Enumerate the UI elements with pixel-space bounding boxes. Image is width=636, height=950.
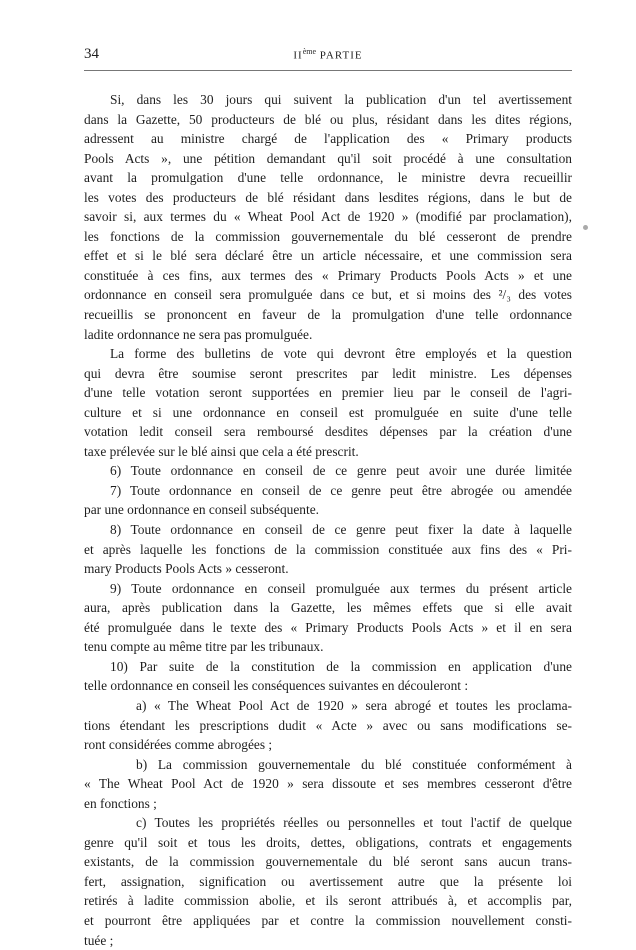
page-header: [84, 46, 572, 66]
running-title: [84, 47, 572, 62]
text-line: les fonctions de la commission gouvernementale du blé cesseront de prendre: [84, 228, 572, 244]
text-line: a) « The Wheat Pool Act de 1920 » sera abrogé et toutes les proclama-: [136, 697, 572, 713]
text-line: Si, dans les 30 jours qui suivent la publication d'un tel avertissement: [110, 92, 572, 107]
text-line: effet et si le blé sera déclaré être un article nécessaire, et une commission sera: [84, 248, 572, 264]
text-line: telle ordonnance en conseil les conséquences suivantes en découleront :: [84, 678, 469, 694]
text-line: savoir si, aux termes du « Wheat Pool Act de 1920 » (modifié par proclamation),: [84, 209, 572, 225]
text-line: fert, assignation, signification ou avertissement autre que la présente loi: [84, 873, 572, 889]
text-line: c) Toutes les propriétés réelles ou personnelles et tout l'actif de quelque: [136, 815, 572, 831]
text-line: 8) Toute ordonnance en conseil de ce genre peut fixer la date à laquelle: [110, 522, 572, 538]
text-line: votation ledit conseil sera remboursé desdites dépenses par la création d'une: [84, 424, 572, 440]
text-line: « The Wheat Pool Act de 1920 » sera dissoute et ses membres cesseront d'être: [84, 776, 572, 792]
text-line: 7) Toute ordonnance en conseil de ce genre peut être abrogée ou amendée: [110, 482, 572, 498]
body-text: [84, 90, 572, 950]
text-line: culture et si une ordonnance en conseil est promulguée en suite d'une telle: [84, 404, 572, 420]
text-line: tions étendant les prescriptions dudit « Acte » avec ou sans modifications se-: [84, 717, 572, 733]
text-line: et pourront être appliquées par et contre la commission nouvellement consti-: [84, 912, 572, 928]
text-line: recueillis se prononcent en faveur de la promulgation d'une telle ordonnance: [84, 307, 572, 323]
text-line: en fonctions ;: [84, 795, 157, 811]
header-rule: [84, 70, 572, 71]
text-line: Pools Acts », une pétition demandant qu'il soit procédé à une consultation: [84, 150, 572, 166]
text-line: adressent au ministre chargé de l'application des « Primary products: [84, 131, 572, 147]
text-line: constituée à ces fins, aux termes des « Primary Products Pools Acts » et une: [84, 267, 572, 283]
text-line: d'une telle votation seront supportées en premier lieu par le conseil de l'agri-: [84, 385, 572, 401]
text-line: mary Products Pools Acts » cesseront.: [84, 561, 289, 577]
text-line: ront considérées comme abrogées ;: [84, 737, 273, 753]
text-line: retirés à ladite commission abolie, et ils seront attribués à, et accomplis par,: [84, 893, 572, 909]
running-title-suffix: PARTIE: [316, 49, 363, 62]
text-line: b) La commission gouvernementale du blé constituée conformément à: [136, 756, 572, 772]
text-line: ordonnance en conseil sera promulguée dans ce but, et si moins des ²/₃ des votes: [84, 287, 572, 303]
scan-speck: [583, 225, 588, 230]
text-line: dans la Gazette, 50 producteurs de blé ou plus, résidant dans les dites régions,: [84, 111, 572, 127]
text-line: par une ordonnance en conseil subséquente.: [84, 502, 319, 518]
text-line: ladite ordonnance ne sera pas promulguée.: [84, 326, 313, 342]
text-line: genre qu'il soit et tous les droits, dettes, obligations, contrats et engagements: [84, 834, 572, 850]
text-line: et après laquelle les fonctions de la commission constituée aux fins des « Pri-: [84, 541, 572, 557]
running-title-sup: ème: [302, 47, 317, 56]
text-line: tenu compte au même titre par les tribunaux.: [84, 639, 324, 655]
text-line: taxe prélevée sur le blé ainsi que cela a été prescrit.: [84, 443, 359, 459]
page-number: 34: [84, 46, 99, 62]
text-line: aura, après publication dans la Gazette, les mêmes effets que si elle avait: [84, 600, 572, 616]
text-line: les votes des producteurs de blé résidant dans lesdites régions, dans le but de: [84, 189, 572, 205]
text-line: 6) Toute ordonnance en conseil de ce genre peut avoir une durée limitée: [110, 463, 572, 479]
text-line: qui devra être soumise seront prescrites par ledit ministre. Les dépenses: [84, 365, 572, 381]
text-line: 10) Par suite de la constitution de la commission en application d'une: [110, 658, 572, 674]
text-line: été promulguée dans le texte des « Primary Products Pools Acts » et il en sera: [84, 619, 572, 635]
text-line: tuée ;: [84, 932, 114, 948]
text-line: avant la promulgation d'une telle ordonnance, le ministre devra recueillir: [84, 170, 572, 186]
text-line: existants, de la commission gouvernementale du blé seront sans aucun trans-: [84, 854, 572, 870]
text-line: 9) Toute ordonnance en conseil promulguée aux termes du présent article: [110, 580, 572, 596]
text-line: La forme des bulletins de vote qui devront être employés et la question: [110, 346, 572, 362]
running-title-prefix: II: [293, 49, 303, 62]
